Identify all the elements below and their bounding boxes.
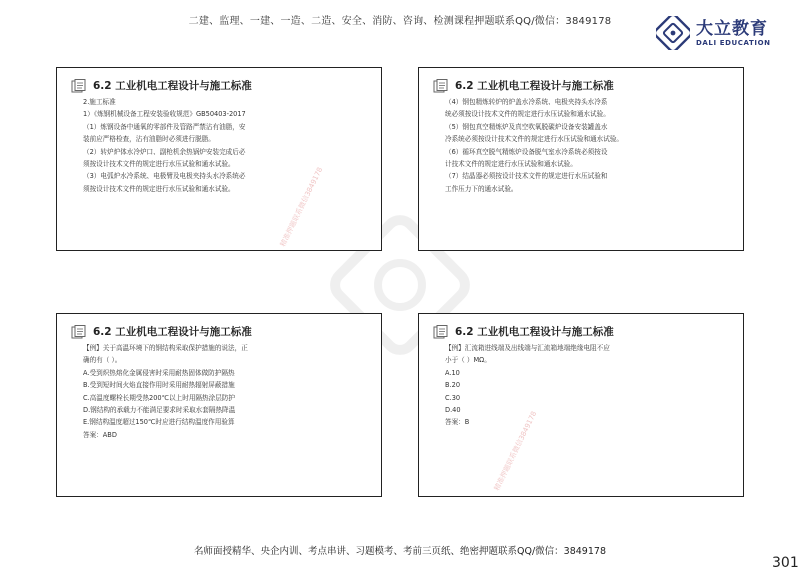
- page-number: 301: [772, 555, 799, 571]
- body-line: 确的有（ ）。: [83, 356, 122, 365]
- document-icon: [71, 79, 87, 93]
- body-line: E.钢结构温度超过150℃时应进行结构温度作用验算: [83, 418, 235, 427]
- logo-mark-icon: [656, 16, 690, 50]
- footer-banner: 名师面授精华、央企内训、考点串讲、习题模考、考前三页纸、绝密押题联系QQ/微信：3849178: [194, 546, 606, 557]
- slide-title-text: 6.2 工业机电工程设计与施工标准: [455, 80, 614, 92]
- slide-title: [433, 78, 614, 93]
- body-line: C.高温度螺栓长期受热200℃以上时用隔热涂层防护: [83, 393, 235, 402]
- body-line: 须按设计技术文件的规定进行水压试验和通水试验。: [83, 184, 235, 193]
- slide-title: [433, 324, 614, 339]
- body-line: A.受到炽热熔化金属侵害时采用耐热固体做防护隔热: [83, 368, 235, 377]
- slide-title-text: 6.2 工业机电工程设计与施工标准: [93, 326, 252, 338]
- body-line: 计技术文件的规定进行水压试验和通水试验。: [445, 160, 577, 169]
- slide-1: [56, 67, 382, 251]
- body-line: 【例】关于高温环境下的钢结构采取保护措施的说法，正: [83, 344, 248, 352]
- slide-title-text: 6.2 工业机电工程设计与施工标准: [93, 80, 252, 92]
- body-line: D.40: [445, 406, 461, 415]
- body-line: 统必须按设计技术文件的规定进行水压试验和通水试验。: [445, 110, 610, 119]
- slide-body: [445, 342, 725, 429]
- slide-2: [418, 67, 744, 251]
- slide-title: [71, 324, 252, 339]
- body-line: 须按设计技术文件的规定进行水压试验和通水试验。: [83, 160, 235, 169]
- slide-4: [418, 313, 744, 497]
- watermark-text: 精准押题联系微信3849178: [278, 166, 325, 248]
- body-line: 2.施工标准: [83, 98, 116, 106]
- body-line: （5）钢包真空精炼炉及真空吹氧脱碳炉设备安装罐盖水: [445, 122, 608, 131]
- body-line: C.30: [445, 393, 461, 402]
- body-line: 工作压力下的通水试验。: [445, 184, 518, 193]
- body-line: 答案：ABD: [83, 430, 117, 439]
- body-line: 小于（ ）MΩ。: [445, 356, 491, 365]
- document-icon: [433, 79, 449, 93]
- body-line: 冷系统必须按设计技术文件的规定进行水压试验和通水试验。: [445, 135, 624, 144]
- body-line: （1）炼钢设备中通氧的零部件及管路严禁沾有油脂，安: [83, 122, 246, 131]
- body-line: 1）《炼钢机械设备工程安装验收规范》GB50403-2017: [83, 110, 246, 119]
- body-line: 装前应严格检查，沾有油脂时必须进行脱脂。: [83, 135, 215, 144]
- body-line: 【例】汇流箱进线端及出线端与汇流箱地端绝缘电阻不应: [445, 344, 610, 352]
- body-line: 答案：B: [445, 418, 470, 427]
- slide-body: [445, 96, 725, 195]
- body-line: B.受到短时间火焰直接作用时采用耐热辐射屏蔽措施: [83, 381, 235, 390]
- slide-title: [71, 78, 252, 93]
- logo: [656, 16, 771, 50]
- slide-body: [83, 96, 363, 195]
- body-line: B.20: [445, 381, 461, 390]
- body-line: A.10: [445, 368, 460, 377]
- body-line: （3）电弧炉水冷系统、电极臂及电极夹持头水冷系统必: [83, 172, 246, 181]
- header-banner: 二建、监理、一建、一造、二造、安全、消防、咨询、检测课程押题联系QQ/微信：3849178: [188, 16, 612, 27]
- logo-name: 大立教育: [696, 19, 768, 39]
- document-icon: [71, 325, 87, 339]
- logo-english: DALI EDUCATION: [696, 39, 771, 47]
- body-line: （6）循环真空脱气精炼炉设备脱气室水冷系统必须按设: [445, 147, 608, 156]
- body-line: （4）钢包精炼转炉的炉盖水冷系统、电极夹持头水冷系: [445, 98, 608, 106]
- slide-3: [56, 313, 382, 497]
- slide-title-text: 6.2 工业机电工程设计与施工标准: [455, 326, 614, 338]
- document-icon: [433, 325, 449, 339]
- body-line: （2）转炉炉体水冷炉口、副枪机余热锅炉安装完成后必: [83, 147, 246, 156]
- body-line: D.钢结构的承载力不能满足要求时采取水套隔热降温: [83, 406, 236, 415]
- watermark-text: 精准押题联系微信3849178: [492, 410, 539, 492]
- body-line: （7）结晶器必须按设计技术文件的规定进行水压试验和: [445, 172, 608, 181]
- slide-body: [83, 342, 363, 441]
